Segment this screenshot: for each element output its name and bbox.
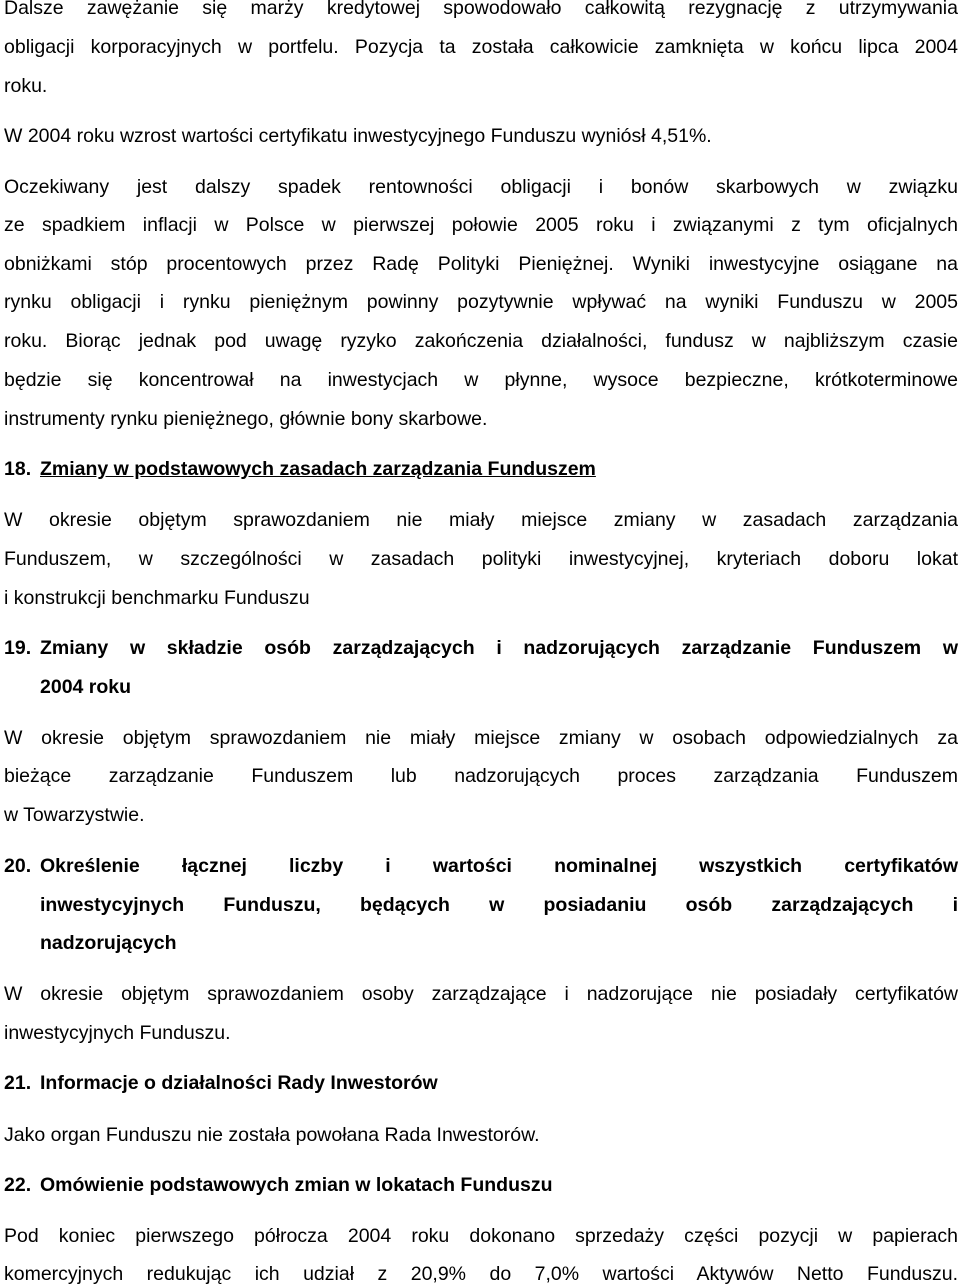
section-title: Określenie łącznej liczby i wartości nominalnej wszystkich certyfikatów — [40, 855, 958, 877]
section-heading — [4, 1071, 958, 1095]
paragraph-line: Jako organ Funduszu nie została powołana Rada Inwestorów. — [4, 1124, 540, 1146]
paragraph-line: i konstrukcji benchmarku Funduszu — [4, 587, 310, 609]
paragraph-line: W okresie objętym sprawozdaniem nie miały miejsce zmiany w osobach odpowiedzialnych za — [4, 727, 958, 749]
paragraph-line: w Towarzystwie. — [4, 804, 145, 826]
section-heading — [4, 1173, 958, 1197]
paragraph-line: W okresie objętym sprawozdaniem nie miały miejsce zmiany w zasadach zarządzania — [4, 509, 958, 531]
section-title: Zmiany w podstawowych zasadach zarządzania Funduszem — [40, 458, 596, 480]
paragraph-line: inwestycyjnych Funduszu. — [4, 1022, 231, 1044]
paragraph-line: W 2004 roku wzrost wartości certyfikatu inwestycyjnego Funduszu wyniósł 4,51%. — [4, 125, 712, 147]
paragraph-line: ze spadkiem inflacji w Polsce w pierwszej połowie 2005 roku i związanymi z tym oficjalnych — [4, 214, 958, 236]
section-title: Zmiany w składzie osób zarządzających i nadzorujących zarządzanie Funduszem w — [40, 637, 958, 659]
paragraph-line: Pod koniec pierwszego półrocza 2004 roku dokonano sprzedaży części pozycji w papierach — [4, 1225, 958, 1247]
paragraph-line: bieżące zarządzanie Funduszem lub nadzorujących proces zarządzania Funduszem — [4, 765, 958, 787]
section-title: nadzorujących — [40, 932, 177, 954]
section-number: 22. — [4, 1174, 32, 1196]
section-title: Omówienie podstawowych zmian w lokatach Funduszu — [40, 1174, 553, 1196]
paragraph-line: instrumenty rynku pieniężnego, głównie bony skarbowe. — [4, 408, 488, 430]
paragraph-line: komercyjnych redukując ich udział z 20,9% do 7,0% wartości Aktywów Netto Funduszu. — [4, 1263, 958, 1285]
paragraph-line: Funduszem, w szczególności w zasadach polityki inwestycyjnej, kryteriach doboru lokat — [4, 548, 958, 570]
paragraph-line: roku. Biorąc jednak pod uwagę ryzyko zakończenia działalności, fundusz w najbliższym czasie — [4, 330, 958, 352]
section-heading — [4, 457, 958, 481]
paragraph-line: obligacji korporacyjnych w portfelu. Pozycja ta została całkowicie zamknięta w końcu lipca 2004 — [4, 36, 958, 58]
section-number: 19. — [4, 637, 32, 659]
paragraph-line: Dalsze zawężanie się marży kredytowej spowodowało całkowitą rezygnację z utrzymywania — [4, 0, 958, 19]
section-title: inwestycyjnych Funduszu, będących w posiadaniu osób zarządzających i — [40, 894, 958, 916]
paragraph-line: W okresie objętym sprawozdaniem osoby zarządzające i nadzorujące nie posiadały certyfikatów — [4, 983, 958, 1005]
paragraph-line: obniżkami stóp procentowych przez Radę Polityki Pieniężnej. Wyniki inwestycyjne osiągane na — [4, 253, 958, 275]
section-number: 18. — [4, 458, 32, 480]
section-title: Informacje o działalności Rady Inwestorów — [40, 1072, 438, 1094]
section-number: 20. — [4, 855, 32, 877]
paragraph-line: roku. — [4, 75, 48, 97]
paragraph-line: rynku obligacji i rynku pieniężnym powinny pozytywnie wpływać na wyniki Funduszu w 2005 — [4, 291, 958, 313]
paragraph-line: będzie się koncentrował na inwestycjach w płynne, wysoce bezpieczne, krótkoterminowe — [4, 369, 958, 391]
section-number: 21. — [4, 1072, 32, 1094]
paragraph-line: Oczekiwany jest dalszy spadek rentowności obligacji i bonów skarbowych w związku — [4, 176, 958, 198]
section-title: 2004 roku — [40, 676, 132, 698]
